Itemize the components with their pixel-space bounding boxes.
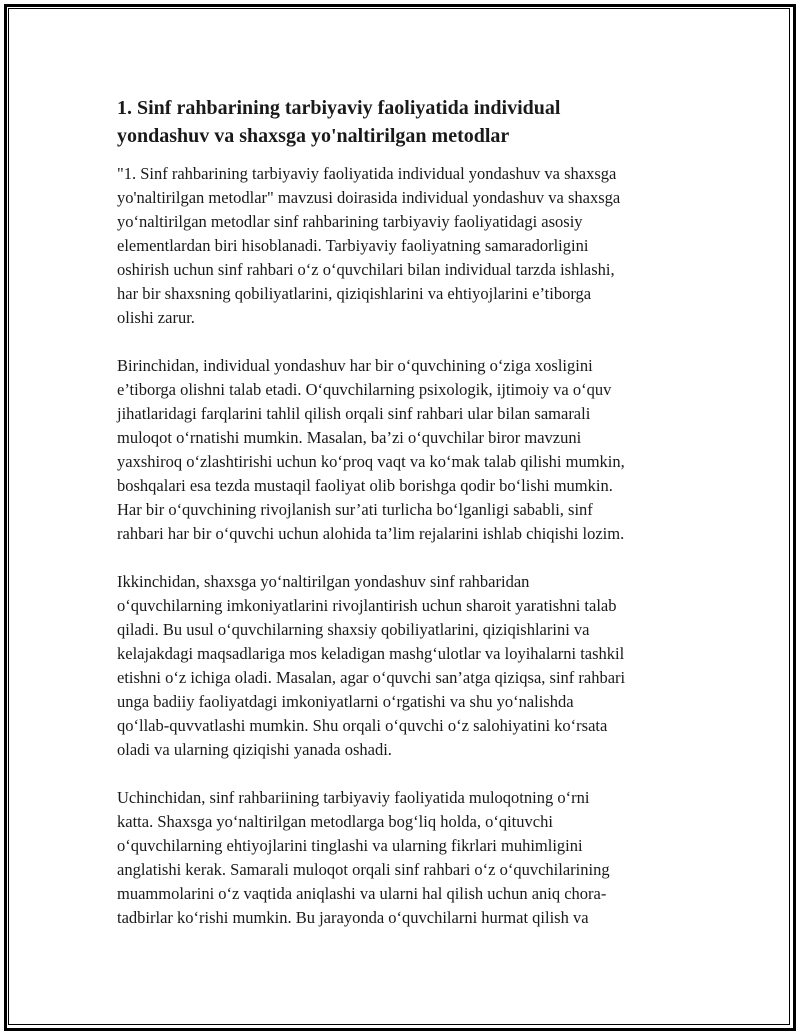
document-title: 1. Sinf rahbarining tarbiyaviy faoliyatida individual yondashuv va shaxsga yo'naltirilgan metodlar <box>117 97 561 147</box>
paragraph-second-point: Ikkinchidan, shaxsga yo‘naltirilgan yondashuv sinf rahbaridan o‘quvchilarning imkoniyatlarini rivojlantirish uchun sharoit yaratishni talab qiladi. Bu usul o‘quvchilarning shaxsiy qobiliyatlarini, qiziqishlarini va kelajakdagi maqsadlariga mos keladigan mashg‘ulotlar va loyihalarni tashkil etishni o‘z ichiga oladi. Masalan, agar o‘quvchi san’atga qiziqsa, sinf rahbari unga badiiy faoliyatdagi imkoniyatlarni o‘rgatishi va shu yo‘nalishda qo‘llab-quvvatlashi mumkin. Shu orqali o‘quvchi o‘z salohiyatini ko‘rsata oladi va ularning qiziqishi yanada oshadi. <box>117 572 626 759</box>
document-body <box>117 94 692 954</box>
paragraph-first-point: Birinchidan, individual yondashuv har bir o‘quvchining o‘ziga xosligini e’tiborga olishni talab etadi. O‘quvchilarning psixologik, ijtimoiy va o‘quv jihatlaridagi farqlarini tahlil qilish orqali sinf rahbari ular bilan samarali muloqot o‘rnatishi mumkin. Masalan, ba’zi o‘quvchilar biror mavzuni yaxshiroq o‘zlashtirishi uchun ko‘proq vaqt va ko‘mak talab qilishi mumkin, boshqalari esa tezda mustaqil faoliyat olib borishga qodir bo‘lishi mumkin. Har bir o‘quvchining rivojlanish sur’ati turlicha bo‘lganligi sababli, sinf rahbari har bir o‘quvchi uchun alohida ta’lim rejalarini ishlab chiqishi lozim. <box>117 356 625 543</box>
paragraph-intro: "1. Sinf rahbarining tarbiyaviy faoliyatida individual yondashuv va shaxsga yo'naltirilgan metodlar" mavzusi doirasida individual yondashuv va shaxsga yo‘naltirilgan metodlar sinf rahbarining tarbiyaviy faoliyatidagi asosiy elementlardan biri hisoblanadi. Tarbiyaviy faoliyatning samaradorligini oshirish uchun sinf rahbari o‘z o‘quvchilari bilan individual tarzda ishlashi, har bir shaxsning qobiliyatlarini, qiziqishlarini va ehtiyojlarini e’tiborga olishi zarur. <box>117 164 621 327</box>
paragraph-third-point: Uchinchidan, sinf rahbariining tarbiyaviy faoliyatida muloqotning o‘rni katta. Shaxsga yo‘naltirilgan metodlarga bog‘liq holda, o‘qituvchi o‘quvchilarning ehtiyojlarini tinglashi va ularning fikrlari muhimligini anglatishi kerak. Samarali muloqot orqali sinf rahbari o‘z o‘quvchilarining muammolarini o‘z vaqtida aniqlashi va ularni hal qilish uchun aniq chora- tadbirlar ko‘rishi mumkin. Bu jarayonda o‘quvchilarni hurmat qilish va <box>117 788 610 927</box>
